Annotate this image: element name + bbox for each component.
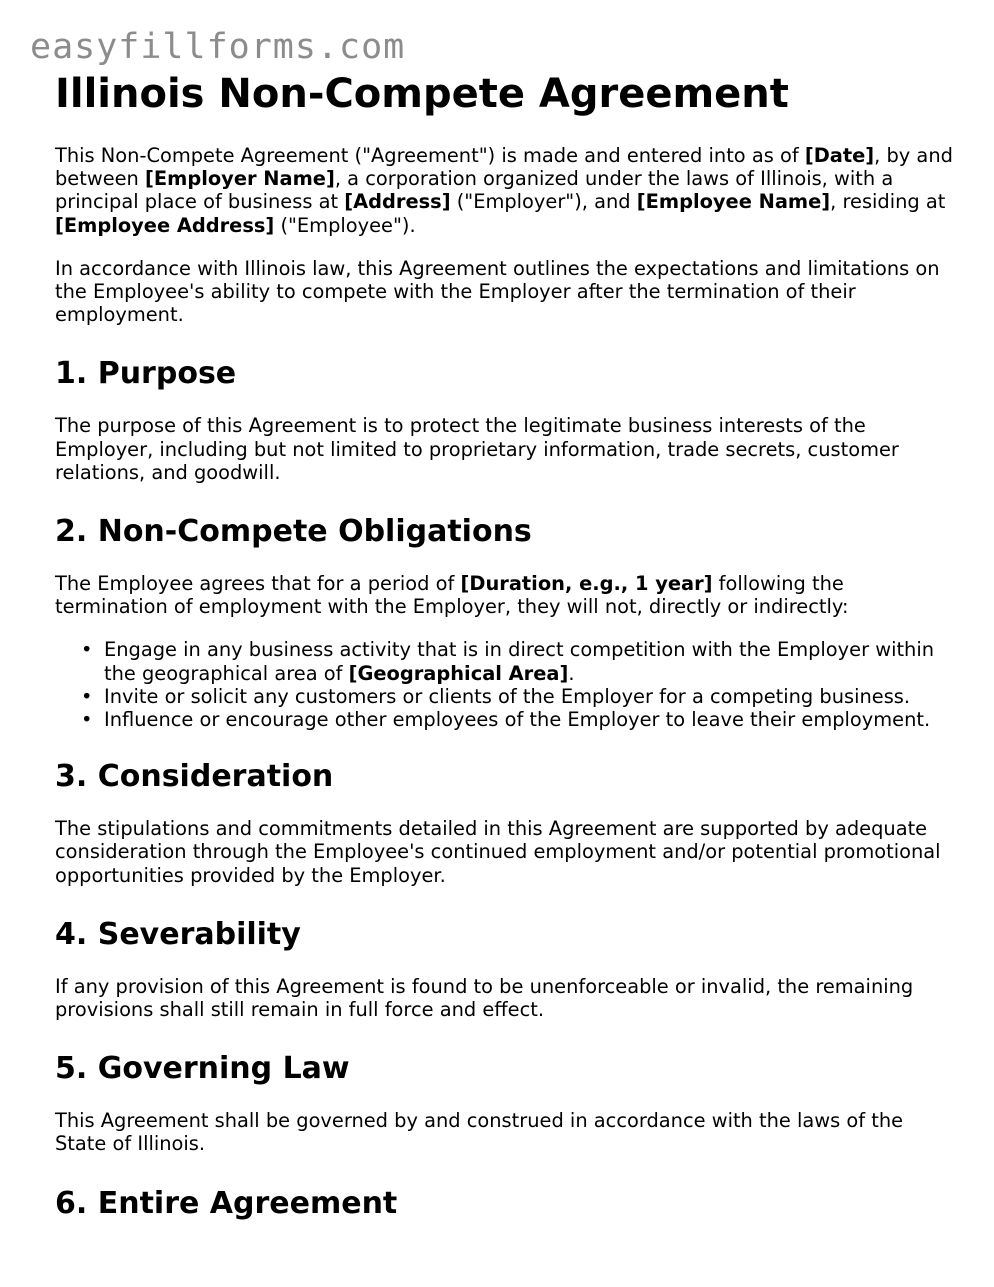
watermark: easyfillforms.com bbox=[30, 27, 406, 67]
bullet-icon: • bbox=[81, 684, 93, 708]
intro-paragraph bbox=[55, 144, 955, 237]
non-compete-text: The Employee agrees that for a period of bbox=[55, 572, 461, 596]
non-compete-text: following the termination of employment with the Employer, they will not, directly or indirectly: bbox=[55, 572, 849, 619]
intro-text: , a corporation organized under the laws of Illinois, with a principal place of business at bbox=[55, 167, 894, 214]
geographical-area-placeholder: [Geographical Area] bbox=[348, 661, 569, 685]
employee-address-placeholder: [Employee Address] bbox=[55, 213, 275, 237]
intro-paragraph-2: In accordance with Illinois law, this Agreement outlines the expectations and limitations on the Employee's ability to compete with the Employer after the termination of their employment. bbox=[55, 256, 940, 327]
section-text-severability: If any provision of this Agreement is found to be unenforceable or invalid, the remaining provisions shall still remain in full force and effect. bbox=[55, 974, 914, 1022]
list-item-text: Influence or encourage other employees of the Employer to leave their employment. bbox=[104, 708, 931, 732]
bullet-icon: • bbox=[81, 638, 93, 662]
employee-name-placeholder: [Employee Name] bbox=[636, 190, 831, 214]
bullet-icon: • bbox=[81, 708, 93, 732]
section-heading-severability: 4. Severability bbox=[55, 916, 301, 952]
obligations-list bbox=[55, 638, 955, 731]
list-item bbox=[81, 708, 955, 732]
section-heading-consideration: 3. Consideration bbox=[55, 759, 334, 795]
list-item-text: . bbox=[568, 661, 575, 685]
section-text-consideration: The stipulations and commitments detailed in this Agreement are supported by adequate consideration through the Employee's continued employment and/or potential promotional opportunities provided by the Employer. bbox=[55, 817, 941, 887]
document-title: Illinois Non-Compete Agreement bbox=[55, 71, 789, 117]
intro-text: ("Employer"), and bbox=[450, 190, 637, 214]
section-heading-purpose: 1. Purpose bbox=[55, 356, 237, 392]
section-heading-governing-law: 5. Governing Law bbox=[55, 1051, 350, 1087]
list-item bbox=[81, 638, 955, 685]
date-placeholder: [Date] bbox=[804, 144, 875, 167]
document-body bbox=[55, 70, 955, 1224]
intro-text: This Non-Compete Agreement ("Agreement") is made and entered into as of bbox=[55, 144, 805, 167]
address-placeholder: [Address] bbox=[344, 190, 451, 214]
section-text-governing-law: This Agreement shall be governed by and construed in accordance with the laws of the State of Illinois. bbox=[55, 1109, 904, 1156]
section-text-non-compete bbox=[55, 572, 955, 618]
duration-placeholder: [Duration, e.g., 1 year] bbox=[460, 572, 713, 596]
intro-text: , by and between bbox=[55, 144, 953, 191]
intro-text: ("Employee"). bbox=[274, 213, 416, 237]
list-item bbox=[81, 684, 955, 708]
list-item-text: Invite or solicit any customers or clients of the Employer for a competing business. bbox=[104, 684, 911, 708]
section-heading-non-compete: 2. Non-Compete Obligations bbox=[55, 514, 532, 550]
list-item-text: Engage in any business activity that is in direct competition with the Employer within the geographical area of bbox=[104, 638, 935, 685]
employer-name-placeholder: [Employer Name] bbox=[145, 167, 335, 191]
section-text-purpose: The purpose of this Agreement is to protect the legitimate business interests of the Employer, including but not limited to proprietary information, trade secrets, customer relations, and goodwill. bbox=[55, 414, 899, 484]
section-heading-entire-agreement: 6. Entire Agreement bbox=[55, 1185, 398, 1221]
intro-text: , residing at bbox=[830, 190, 946, 214]
